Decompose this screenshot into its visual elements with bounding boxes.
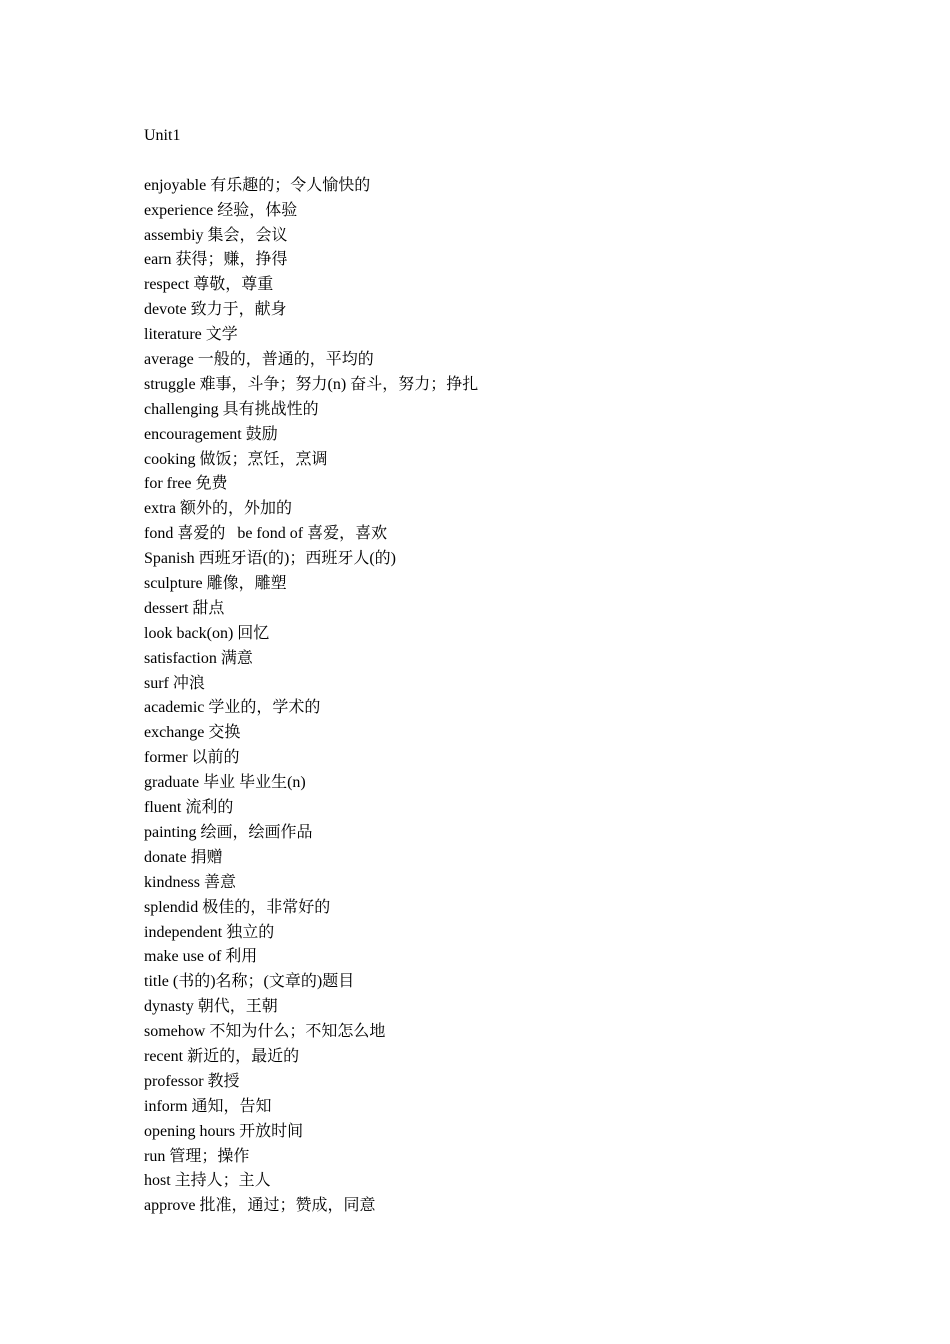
vocab-entry: inform 通知，告知 bbox=[144, 1097, 272, 1115]
vocab-entry: graduate 毕业 毕业生(n) bbox=[144, 774, 306, 792]
vocab-entry: fluent 流利的 bbox=[144, 799, 234, 817]
vocab-entry: struggle 难事，斗争；努力(n) 奋斗，努力；挣扎 bbox=[144, 375, 479, 393]
vocab-entry: make use of 利用 bbox=[144, 948, 258, 966]
vocab-entry: recent 新近的，最近的 bbox=[144, 1047, 300, 1065]
vocab-entry: devote 致力于，献身 bbox=[144, 301, 287, 319]
unit-title: Unit1 bbox=[144, 127, 181, 144]
vocab-entry: dessert 甜点 bbox=[144, 599, 225, 617]
vocab-entry: Spanish 西班牙语(的)；西班牙人(的) bbox=[144, 550, 396, 568]
vocab-entry: satisfaction 满意 bbox=[144, 649, 253, 667]
vocab-entry: for free 免费 bbox=[144, 475, 228, 493]
vocab-entry: encouragement 鼓励 bbox=[144, 425, 278, 443]
vocab-entry: assembiy 集会，会议 bbox=[144, 226, 288, 244]
vocab-entry: somehow 不知为什么；不知怎么地 bbox=[144, 1023, 386, 1041]
vocab-entry: exchange 交换 bbox=[144, 724, 241, 742]
vocab-entry: surf 冲浪 bbox=[144, 674, 205, 692]
vocab-entry: sculpture 雕像，雕塑 bbox=[144, 575, 287, 593]
vocab-entry: professor 教授 bbox=[144, 1072, 240, 1090]
vocab-entry: look back(on) 回忆 bbox=[144, 624, 270, 642]
vocab-entry: host 主持人；主人 bbox=[144, 1172, 271, 1190]
vocab-entry: cooking 做饭；烹饪，烹调 bbox=[144, 450, 328, 468]
vocab-entry: academic 学业的，学术的 bbox=[144, 699, 321, 717]
document-page bbox=[144, 124, 864, 1219]
vocab-entry: respect 尊敬，尊重 bbox=[144, 276, 274, 294]
vocab-entry: average 一般的，普通的，平均的 bbox=[144, 351, 374, 369]
vocab-entry: former 以前的 bbox=[144, 749, 240, 767]
vocab-entry: literature 文学 bbox=[144, 326, 238, 344]
vocab-entry: opening hours 开放时间 bbox=[144, 1122, 304, 1140]
vocab-entry: independent 独立的 bbox=[144, 923, 275, 941]
vocab-entry: dynasty 朝代，王朝 bbox=[144, 998, 278, 1016]
vocab-entry: approve 批准，通过；赞成，同意 bbox=[144, 1197, 376, 1215]
vocabulary-list bbox=[144, 174, 864, 1219]
vocab-entry: donate 捐赠 bbox=[144, 848, 223, 866]
vocab-entry: run 管理；操作 bbox=[144, 1147, 250, 1165]
vocab-entry: kindness 善意 bbox=[144, 873, 237, 891]
vocab-entry: enjoyable 有乐趣的；令人愉快的 bbox=[144, 176, 371, 194]
vocab-entry: challenging 具有挑战性的 bbox=[144, 400, 319, 418]
vocab-entry: painting 绘画，绘画作品 bbox=[144, 823, 313, 841]
vocab-entry: earn 获得；赚，挣得 bbox=[144, 251, 288, 269]
vocab-entry: extra 额外的，外加的 bbox=[144, 500, 292, 518]
vocab-entry: experience 经验，体验 bbox=[144, 201, 298, 219]
vocab-entry: title (书的)名称；(文章的)题目 bbox=[144, 973, 355, 991]
vocab-entry: splendid 极佳的，非常好的 bbox=[144, 898, 331, 916]
vocab-entry: fond 喜爱的 be fond of 喜爱，喜欢 bbox=[144, 525, 388, 543]
